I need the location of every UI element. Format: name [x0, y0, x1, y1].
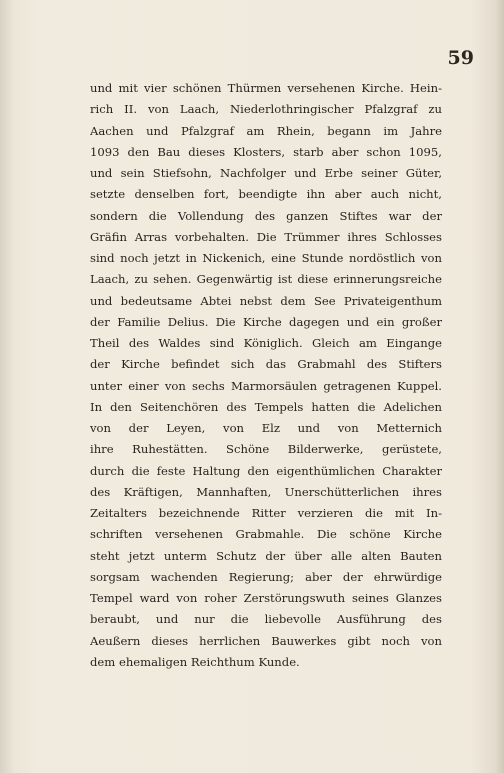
- text-line: In den Seitenchören des Tempels hatten die Adelichen: [90, 399, 442, 414]
- text-line: sorgsam wachenden Regierung; aber der ehrwürdige: [90, 569, 442, 584]
- text-line: setzte denselben fort, beendigte ihn aber auch nicht,: [90, 187, 442, 202]
- text-line: und bedeutsame Abtei nebst dem See Privateigenthum: [90, 293, 442, 308]
- text-line: Zeitalters bezeichnende Ritter verzieren die mit In-: [90, 506, 442, 520]
- text-line: Aachen und Pfalzgraf am Rhein, begann im Jahre: [90, 123, 442, 138]
- text-line: und mit vier schönen Thürmen versehenen Kirche. Hein-: [90, 81, 442, 95]
- text-line: Gräfin Arras vorbehalten. Die Trümmer ihres Schlosses: [90, 229, 442, 244]
- text-line: beraubt, und nur die liebevolle Ausführung des: [90, 612, 442, 627]
- text-line: Laach, zu sehen. Gegenwärtig ist diese erinnerungsreiche: [90, 272, 442, 287]
- text-line: sondern die Vollendung des ganzen Stiftes war der: [90, 208, 442, 223]
- text-line: durch die feste Haltung den eigenthümlichen Charakter: [90, 463, 442, 478]
- text-line: 1093 den Bau dieses Klosters, starb aber schon 1095,: [90, 144, 442, 159]
- text-line: von der Leyen, von Elz und von Metternich: [90, 421, 442, 435]
- text-line: Aeußern dieses herrlichen Bauwerkes gibt noch von: [90, 633, 442, 648]
- text-line: und sein Stiefsohn, Nachfolger und Erbe seiner Güter,: [90, 166, 442, 180]
- text-line: Theil des Waldes sind Königlich. Gleich am Eingange: [90, 336, 442, 350]
- text-line: des Kräftigen, Mannhaften, Unerschütterlichen ihres: [90, 484, 442, 499]
- text-line: der Familie Delius. Die Kirche dagegen und ein großer: [90, 314, 442, 329]
- text-line: rich II. von Laach, Niederlothringischer Pfalzgraf zu: [90, 102, 442, 117]
- text-line: sind noch jetzt in Nickenich, eine Stunde nordöstlich von: [90, 251, 442, 265]
- page-number: 59: [447, 47, 474, 69]
- text-line: unter einer von sechs Marmorsäulen getragenen Kuppel.: [90, 378, 442, 393]
- text-line: ihre Ruhestätten. Schöne Bilderwerke, gerüstete,: [90, 442, 442, 457]
- text-line: steht jetzt unterm Schutz der über alle alten Bauten: [90, 548, 442, 563]
- text-line: dem ehemaligen Reichthum Kunde.: [90, 654, 300, 669]
- text-line: Tempel ward von roher Zerstörungswuth seines Glanzes: [90, 591, 442, 605]
- text-line: der Kirche befindet sich das Grabmahl des Stifters: [90, 357, 442, 372]
- body-text: [90, 78, 442, 673]
- text-line: schriften versehenen Grabmahle. Die schöne Kirche: [90, 527, 442, 542]
